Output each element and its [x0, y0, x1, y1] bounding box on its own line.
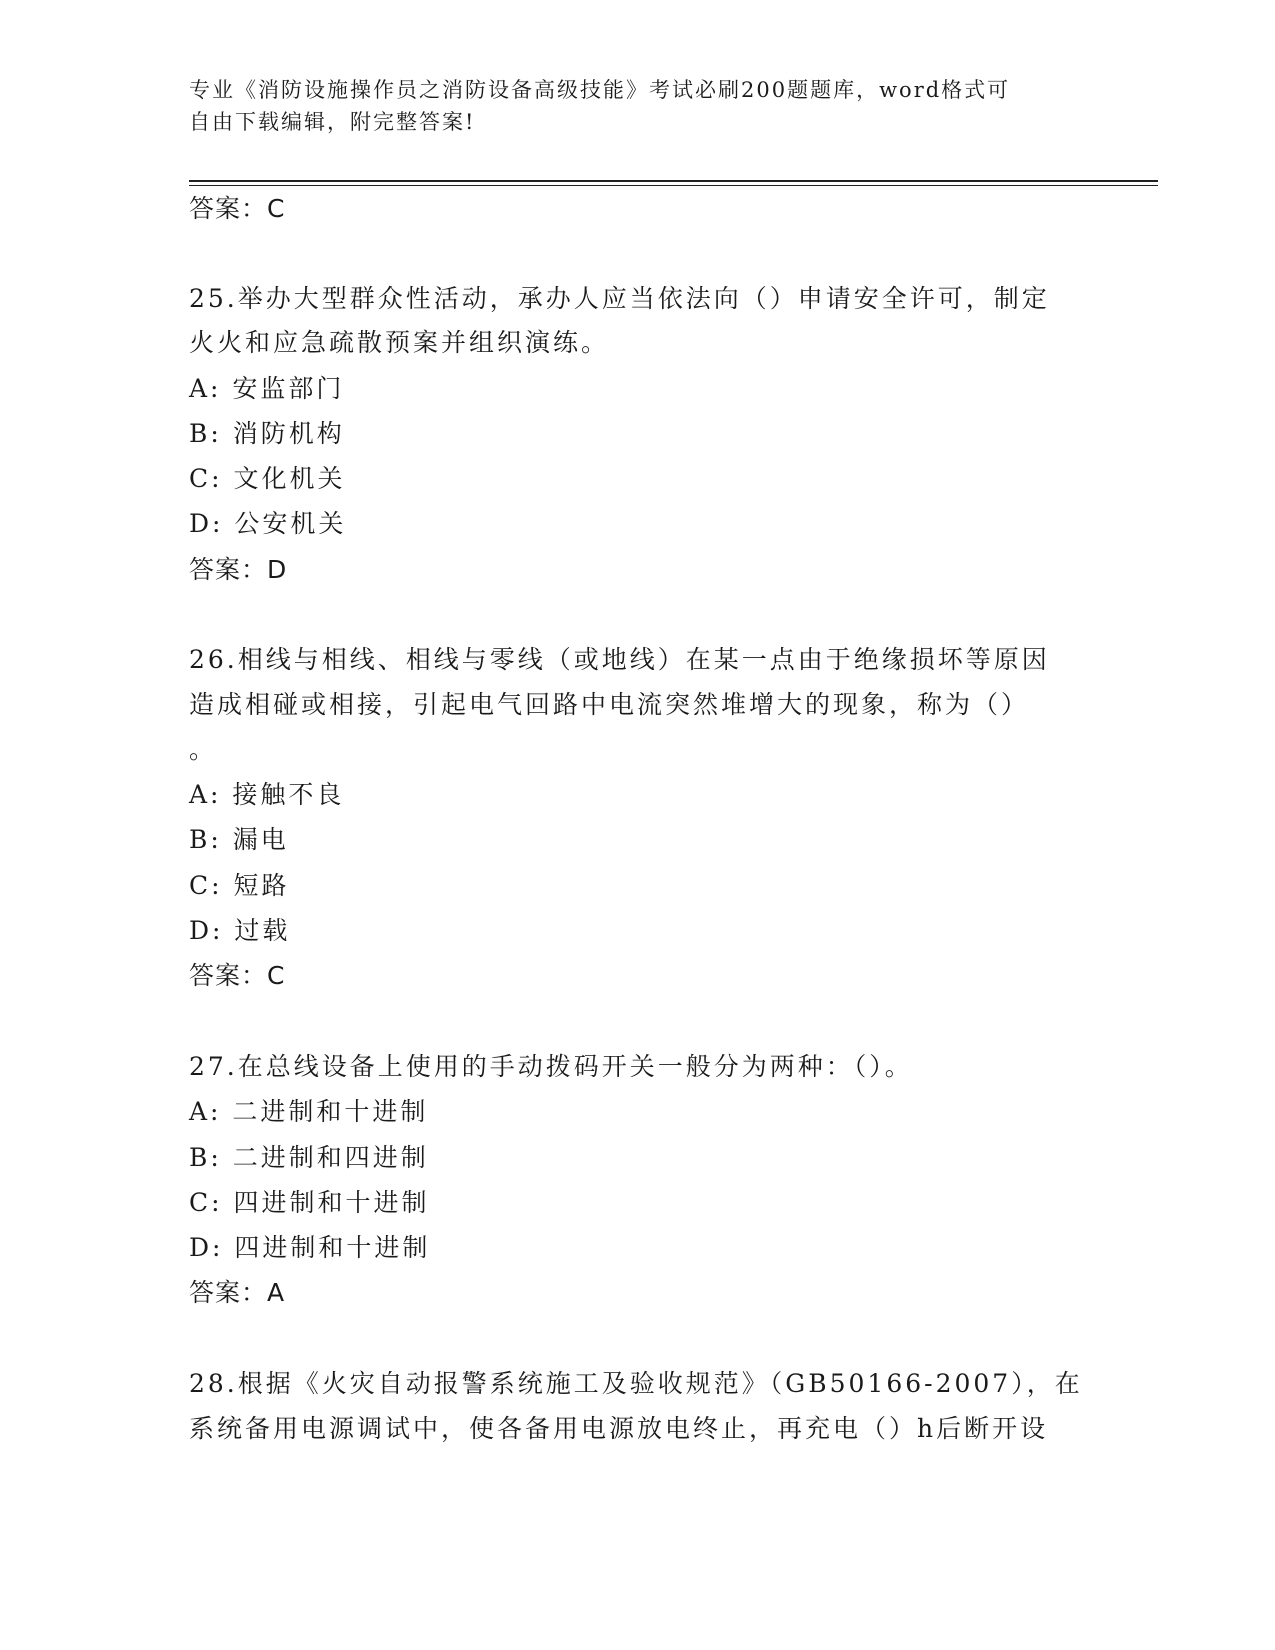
- question-26-answer: 答案：C: [189, 961, 286, 990]
- question-28-text-line-2: 系统备用电源调试中，使各备用电源放电终止，再充电（）h后断开设: [189, 1414, 1049, 1443]
- question-26-option-c: C: 短路: [189, 871, 290, 900]
- header-line-2: 自由下载编辑，附完整答案!: [189, 110, 476, 134]
- question-25-text-line-2: 火火和应急疏散预案并组织演练。: [189, 328, 610, 357]
- question-25-option-c: C: 文化机关: [189, 464, 346, 493]
- question-27-option-b: B: 二进制和四进制: [189, 1143, 429, 1172]
- question-25-answer: 答案：D: [189, 555, 288, 584]
- question-27-answer: 答案：A: [189, 1278, 286, 1307]
- header-line-1: 专业《消防设施操作员之消防设备高级技能》考试必刷200题题库，word格式可: [189, 78, 1011, 102]
- question-26-option-a: A: 接触不良: [189, 780, 345, 809]
- question-26-text-line-3: 。: [189, 735, 218, 764]
- question-26-text-line-2: 造成相碰或相接，引起电气回路中电流突然堆增大的现象，称为（）: [189, 690, 1030, 719]
- question-28-text-line-1: 28.根据《火灾自动报警系统施工及验收规范》（GB50166-2007），在: [189, 1369, 1083, 1398]
- question-27-option-c: C: 四进制和十进制: [189, 1188, 430, 1217]
- header-divider-thick: [189, 180, 1158, 182]
- question-26-text-line-1: 26.相线与相线、相线与零线（或地线）在某一点由于绝缘损坏等原因: [189, 645, 1050, 674]
- header-divider-thin: [189, 185, 1158, 186]
- question-25-option-d: D: 公安机关: [189, 509, 347, 538]
- answer-label: 答案：C: [189, 194, 286, 223]
- document-header: [189, 74, 1069, 138]
- question-26-option-d: D: 过载: [189, 916, 291, 945]
- question-27-option-a: A: 二进制和十进制: [189, 1097, 429, 1126]
- question-25-text-line-1: 25.举办大型群众性活动，承办人应当依法向（）申请安全许可，制定: [189, 284, 1050, 313]
- question-25-option-b: B: 消防机构: [189, 419, 345, 448]
- question-26-option-b: B: 漏电: [189, 825, 289, 854]
- question-25-option-a: A: 安监部门: [189, 374, 345, 403]
- question-27-text-line-1: 27.在总线设备上使用的手动拨码开关一般分为两种：（）。: [189, 1052, 913, 1081]
- question-27-option-d: D: 四进制和十进制: [189, 1233, 431, 1262]
